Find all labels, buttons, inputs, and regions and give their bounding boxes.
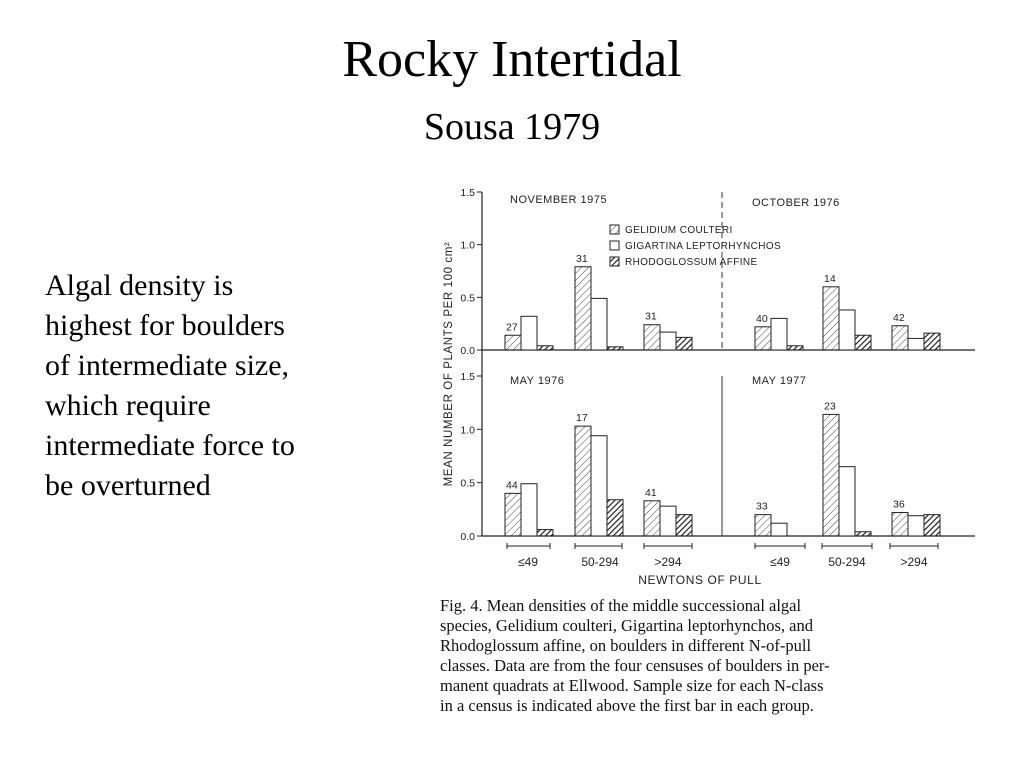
bar [591,298,607,350]
y-tick-label: 0.0 [460,345,475,357]
panel-title: OCTOBER 1976 [752,197,840,209]
body-line: highest for boulders [45,309,285,342]
bar [787,346,803,350]
bar [755,327,771,350]
x-category-label: ≤49 [770,555,790,569]
figure-caption [440,596,985,716]
bar [591,436,607,536]
body-line: Algal density is [45,269,234,302]
y-axis-title: MEAN NUMBER OF PLANTS PER 100 cm² [443,241,455,487]
bar [855,532,871,536]
panel-title: MAY 1976 [510,375,565,387]
bar [644,501,660,536]
bar [537,346,553,350]
x-category-label: >294 [654,555,682,569]
bar [521,484,537,536]
caption-line: species, Gelidium coulteri, Gigartina leptorhynchos, and [440,616,813,635]
sample-size-label: 31 [645,310,657,323]
bar [908,338,924,350]
bar [771,318,787,350]
sample-size-label: 41 [645,486,657,499]
bar [644,325,660,350]
bar [892,326,908,350]
sample-size-label: 33 [756,500,768,513]
bar [924,515,940,536]
x-category-label: >294 [900,555,928,569]
bar [676,337,692,350]
legend-label: GELIDIUM COULTERI [625,225,733,236]
x-category-label: 50-294 [581,555,619,569]
y-tick-label: 1.0 [460,424,475,437]
bar [823,414,839,536]
panel-title: NOVEMBER 1975 [510,194,607,206]
bar [924,333,940,350]
legend-swatch [610,225,619,234]
caption-line: Rhodoglossum affine, on boulders in different N-of-pull [440,636,812,655]
bar [823,287,839,350]
x-category-label: 50-294 [828,555,866,569]
bar [505,335,521,350]
slide-title: Rocky Intertidal [342,31,682,88]
bar [771,523,787,536]
body-line: which require [45,389,211,422]
y-tick-label: 0.5 [460,292,475,305]
caption-line: classes. Data are from the four censuses of boulders in per- [440,656,830,675]
caption-line: manent quadrats at Ellwood. Sample size for each N-class [440,676,824,695]
sample-size-label: 40 [756,312,768,325]
body-line: intermediate force to [45,429,295,462]
sample-size-label: 17 [576,412,588,425]
bar [575,267,591,350]
bar [575,426,591,536]
y-tick-label: 0.5 [460,477,475,490]
sample-size-label: 27 [506,321,518,334]
legend-swatch [610,257,619,266]
bar [660,332,676,350]
sample-size-label: 14 [824,272,836,285]
y-tick-label: 1.5 [460,371,475,383]
bar [505,493,521,536]
bar [839,310,855,350]
bar [537,530,553,536]
caption-line: in a census is indicated above the first bar in each group. [440,696,814,715]
bar [755,515,771,536]
x-axis-title: NEWTONS OF PULL [638,573,762,587]
sample-size-label: 23 [824,400,836,413]
legend-label: GIGARTINA LEPTORHYNCHOS [625,241,782,252]
legend-swatch [610,241,619,250]
bar [839,467,855,536]
y-tick-label: 0.0 [460,531,475,543]
body-line: of intermediate size, [45,349,290,382]
body-line: be overturned [45,469,211,502]
bar [607,347,623,350]
sample-size-label: 31 [576,252,588,265]
bar [908,516,924,536]
sample-size-label: 42 [893,311,905,324]
bar [892,513,908,536]
y-tick-label: 1.5 [460,187,475,199]
legend-label: RHODOGLOSSUM AFFINE [625,257,758,268]
sample-size-label: 44 [506,479,518,492]
x-category-label: ≤49 [518,555,538,569]
bar [607,500,623,536]
bar [855,335,871,350]
slide-subtitle: Sousa 1979 [423,106,601,148]
caption-line: Fig. 4. Mean densities of the middle successional algal [440,596,802,615]
bar [676,515,692,536]
y-tick-label: 1.0 [460,239,475,252]
bar [521,316,537,350]
bar [660,506,676,536]
sample-size-label: 36 [893,498,905,511]
panel-title: MAY 1977 [752,375,807,387]
